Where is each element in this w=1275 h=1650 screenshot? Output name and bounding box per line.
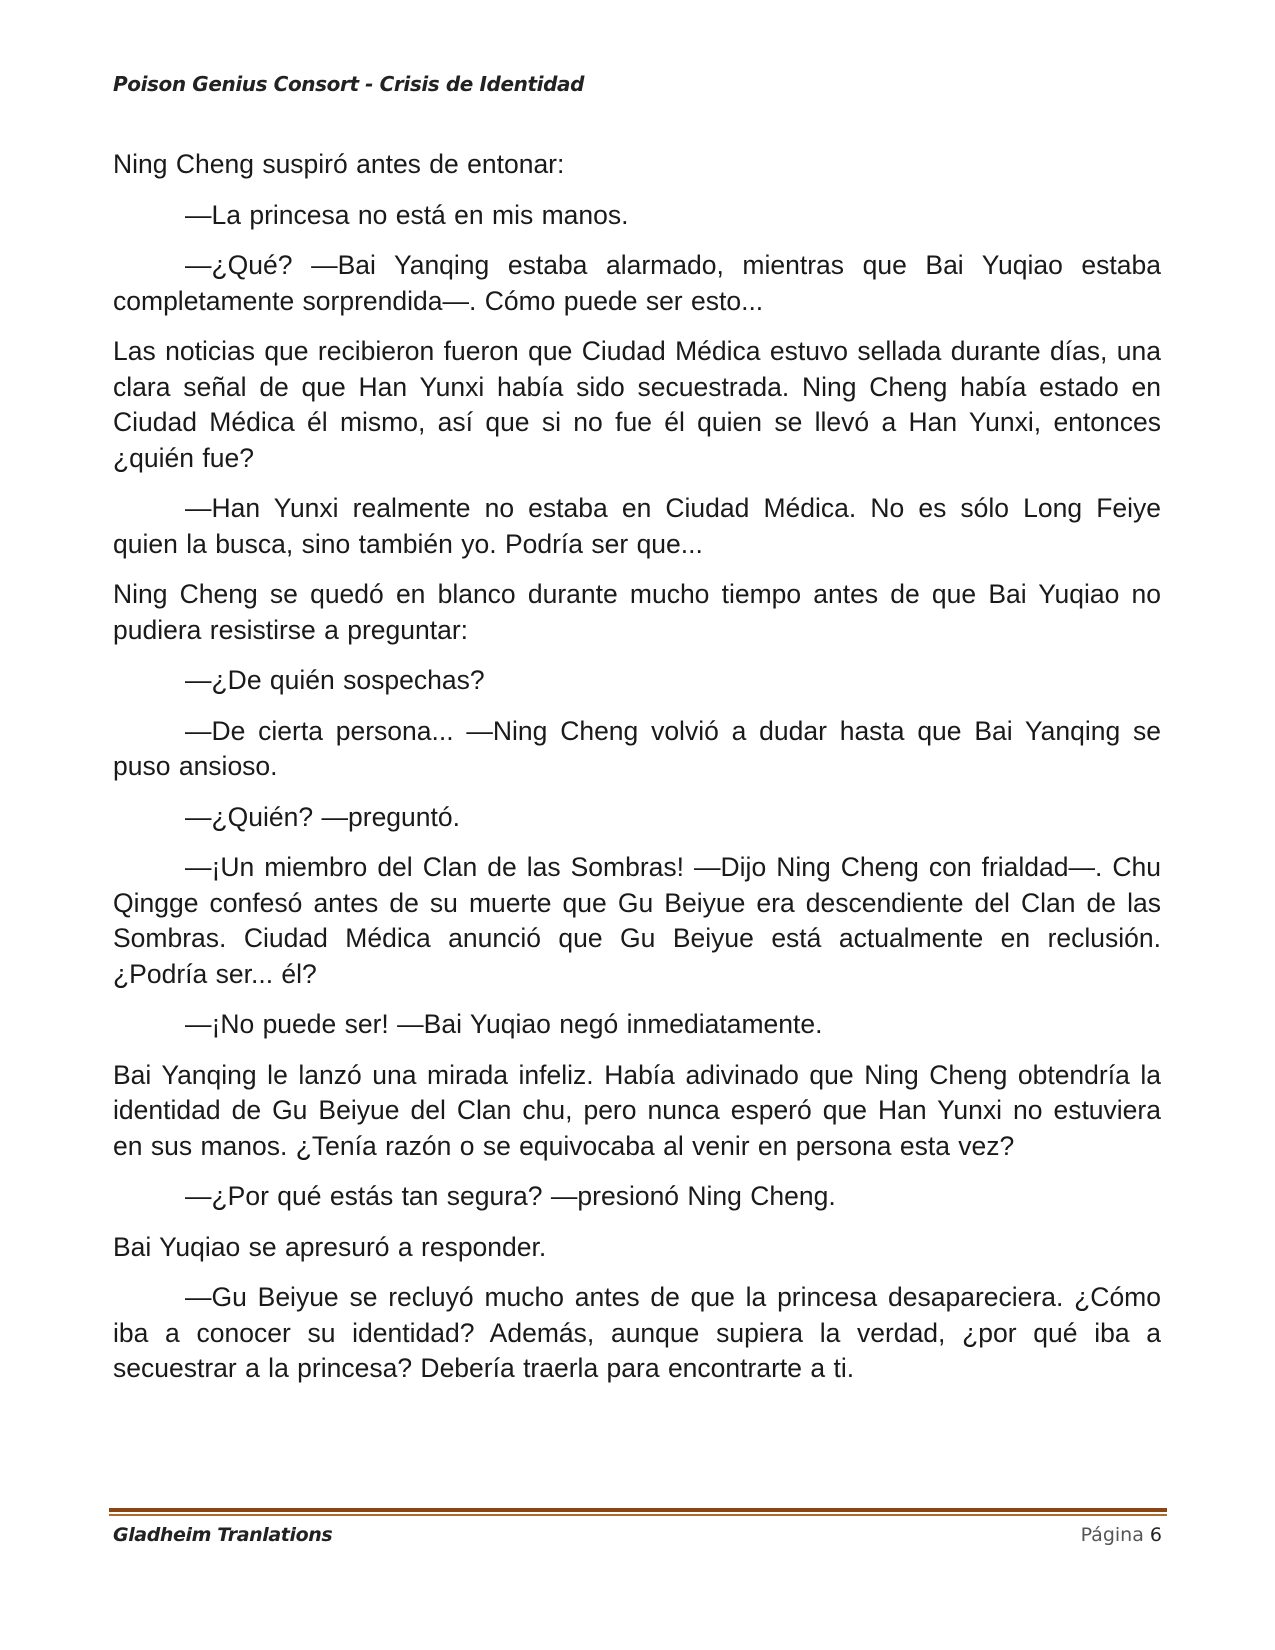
paragraph: —¿Qué? —Bai Yanqing estaba alarmado, mientras que Bai Yuqiao estaba completamente sorprendida—. Cómo puede ser esto...: [113, 250, 1161, 316]
paragraph: —¡Un miembro del Clan de las Sombras! —Dijo Ning Cheng con frialdad—. Chu Qingge confesó antes de su muerte que Gu Beiyue era descendiente del Clan de las Sombras. Ciudad Médica anunció que Gu Beiyue está actualmente en reclusión. ¿Podría ser... él?: [113, 852, 1161, 989]
page-number: 6: [1149, 1524, 1162, 1546]
paragraph: —¿Por qué estás tan segura? —presionó Ning Cheng.: [185, 1181, 836, 1211]
paragraph: Ning Cheng suspiró antes de entonar:: [113, 149, 565, 179]
paragraph: —Gu Beiyue se recluyó mucho antes de que la princesa desapareciera. ¿Cómo iba a conocer su identidad? Además, aunque supiera la verdad, ¿por qué iba a secuestrar a la princesa? Debería traerla para encontrarte a ti.: [113, 1282, 1161, 1383]
paragraph: —¿De quién sospechas?: [185, 665, 485, 695]
paragraph: —¡No puede ser! —Bai Yuqiao negó inmediatamente.: [185, 1009, 823, 1039]
document-body: [113, 147, 1161, 1402]
page-header-title: Poison Genius Consort - Crisis de Identidad: [113, 72, 585, 96]
footer-divider: [109, 1508, 1167, 1518]
paragraph: —Han Yunxi realmente no estaba en Ciudad Médica. No es sólo Long Feiye quien la busca, sino también yo. Podría ser que...: [113, 493, 1161, 559]
paragraph: Bai Yanqing le lanzó una mirada infeliz. Había adivinado que Ning Cheng obtendría la identidad de Gu Beiyue del Clan chu, pero nunca esperó que Han Yunxi no estuviera en sus manos. ¿Tenía razón o se equivocaba al venir en persona esta vez?: [113, 1059, 1161, 1161]
page-label: Página: [1080, 1524, 1144, 1546]
paragraph: —De cierta persona... —Ning Cheng volvió a dudar hasta que Bai Yanqing se puso ansioso.: [113, 715, 1161, 781]
paragraph: —¿Quién? —preguntó.: [185, 801, 460, 832]
footer-page-indicator: [1081, 1524, 1162, 1546]
footer-translator-credit: Gladheim Tranlations: [113, 1524, 333, 1546]
paragraph: Ning Cheng se quedó en blanco durante mucho tiempo antes de que Bai Yuqiao no pudiera resistirse a preguntar:: [113, 579, 1161, 645]
paragraph: Bai Yuqiao se apresuró a responder.: [113, 1231, 547, 1262]
paragraph: Las noticias que recibieron fueron que Ciudad Médica estuvo sellada durante días, una clara señal de que Han Yunxi había sido secuestrada. Ning Cheng había estado en Ciudad Médica él mismo, así que si no fue él quien se llevó a Han Yunxi, entonces ¿quién fue?: [113, 336, 1161, 473]
footer-divider-thin-line: [109, 1514, 1167, 1516]
paragraph: —La princesa no está en mis manos.: [185, 199, 629, 230]
